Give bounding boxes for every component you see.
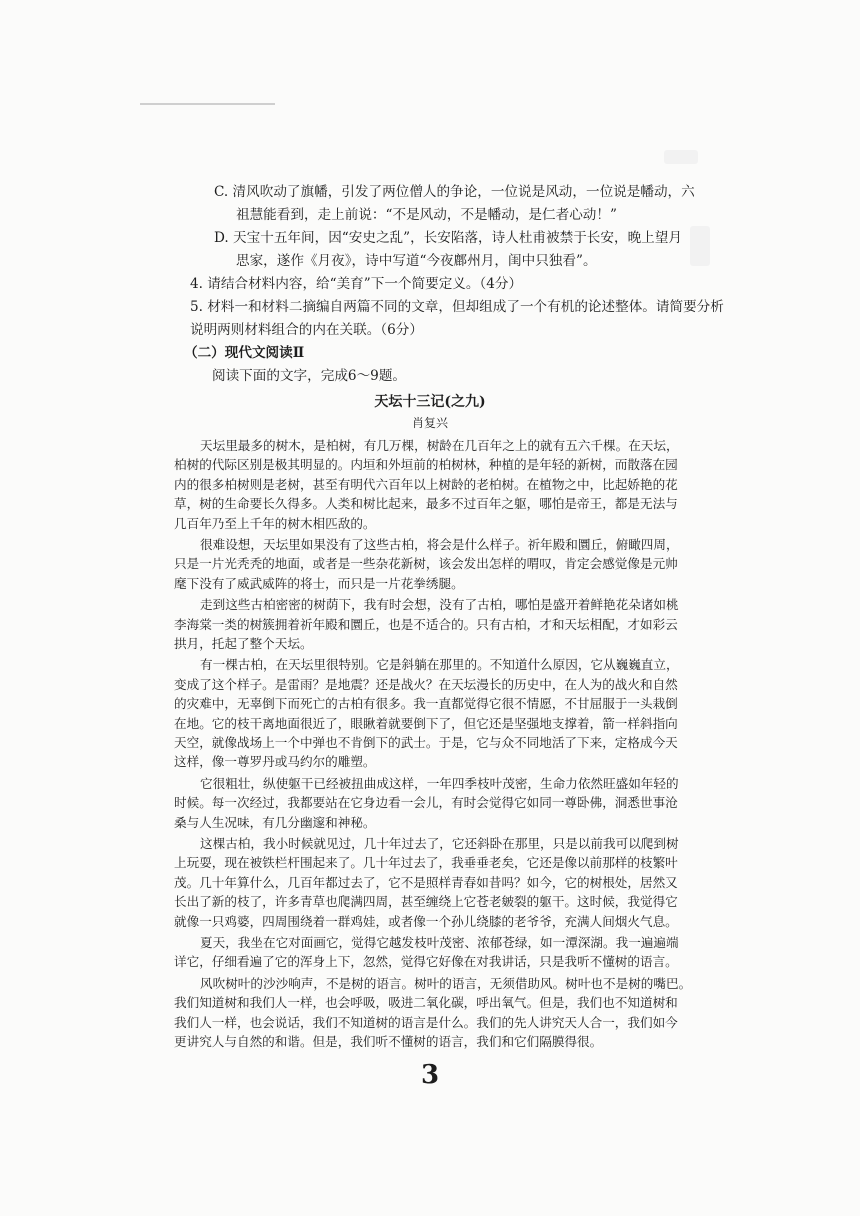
article-line: 在地。它的枝干离地面很近了，眼瞅着就要倒下了，但它还是坚强地支撑着，箭一样斜指向 [174, 715, 678, 731]
article-line: 桑与人生况味，有几分幽邃和神秘。 [174, 814, 376, 830]
question-4: 4. 请结合材料内容，给“美育”下一个简要定义。（4分） [190, 276, 523, 292]
article-title: 天坛十三记(之九) [374, 394, 486, 410]
article-line: 只是一片光秃秃的地面，或者是一些杂花新树，该会发出怎样的喟叹，肯定会感觉像是元帅 [174, 556, 678, 572]
article-line: 麾下没有了威武威阵的将士，而只是一片花拳绣腿。 [174, 575, 464, 591]
article-line: 李海棠一类的树簇拥着祈年殿和圜丘，也是不适合的。只有古柏，才和天坛相配，才如彩云 [174, 616, 678, 632]
article-line: 上玩耍，现在被铁栏杆围起来了。几十年过去了，我垂垂老矣，它还是像以前那样的枝繁叶 [174, 855, 678, 871]
article-line: 柏树的代际区别是极其明显的。内垣和外垣前的柏树林，种植的是年轻的新树，而散落在园 [174, 457, 678, 473]
page-number: 3 [420, 1060, 440, 1091]
option-c-line-2: 祖慧能看到，走上前说：“不是风动，不是幡动，是仁者心动！” [236, 207, 617, 223]
article-line: 这棵古柏，我小时候就见过，几十年过去了，它还斜卧在那里，只是以前我可以爬到树 [200, 836, 679, 851]
article-author: 肖复兴 [411, 416, 448, 430]
article-line: 很难设想，天坛里如果没有了这些古柏，将会是什么样子。祈年殿和圜丘，俯瞰四周， [200, 537, 679, 552]
article-line: 长出了新的枝了，许多青草也爬满四周，甚至缠绕上它苍老皴裂的躯干。这时候，我觉得它 [174, 894, 678, 910]
article-line: 就像一只鸡婆，四周围绕着一群鸡娃，或者像一个孙儿绕膝的老爷爷，充满人间烟火气息。 [174, 913, 678, 929]
article-line: 天坛里最多的树木，是柏树，有几万棵，树龄在几百年之上的就有五六千棵。在天坛， [200, 438, 679, 453]
option-c-line-1: C. 清风吹动了旗幡，引发了两位僧人的争论，一位说是风动，一位说是幡动，六 [214, 184, 695, 200]
article-line: 更讲究人与自然的和谐。但是，我们听不懂树的语言，我们和它们隔膜得很。 [174, 1034, 603, 1049]
article-line: 我们知道树和我们人一样，也会呼吸，吸进二氧化碳，呼出氧气。但是，我们也不知道树和 [174, 995, 678, 1011]
article-line: 有一棵古柏，在天坛里很特别。它是斜躺在那里的。不知道什么原因，它从巍巍直立， [200, 657, 679, 673]
article-line: 详它，仔细看遍了它的浑身上下，忽然，觉得它好像在对我讲话，只是我听不懂树的语言。 [174, 954, 678, 970]
article-line: 茂。几十年算什么，几百年都过去了，它不是照样青春如昔吗？如今，它的树根处，居然又 [174, 874, 678, 890]
option-d-line-1: D. 天宝十五年间，因“安史之乱”，长安陷落，诗人杜甫被禁于长安，晚上望月 [214, 230, 682, 246]
article-line: 夏天，我坐在它对面画它，觉得它越发枝叶茂密、浓郁苍绿，如一潭深湖。我一遍遍端 [200, 935, 679, 950]
article-line: 风吹树叶的沙沙响声，不是树的语言。树叶的语言，无须借助风。树叶也不是树的嘴巴。 [200, 975, 692, 991]
article-line: 我们人一样，也会说话，我们不知道树的语言是什么。我们的先人讲究天人合一，我们如今 [174, 1014, 678, 1030]
article-line: 走到这些古柏密密的树荫下，我有时会想，没有了古柏，哪怕是盛开着鲜艳花朵诸如桃 [200, 597, 679, 613]
question-5-line-1: 5. 材料一和材料二摘编自两篇不同的文章，但却组成了一个有机的论述整体。请简要分析 [190, 299, 724, 315]
article-line: 内的很多柏树则是老树，甚至有明代六百年以上树龄的老柏树。在植物之中，比起娇艳的花 [174, 476, 678, 492]
article-line: 它很粗壮，纵使躯干已经被扭曲成这样，一年四季枝叶茂密，生命力依然旺盛如年轻的 [200, 775, 679, 791]
section-instruction: 阅读下面的文字，完成6～9题。 [212, 368, 407, 384]
article-line: 几百年乃至上千年的树木相匹敌的。 [174, 515, 376, 531]
question-5-line-2: 说明两则材料组合的内在关联。（6分） [190, 322, 423, 338]
article-line: 天空，就像战场上一个中弹也不肯倒下的武士。于是，它与众不同地活了下来，定格成今天 [174, 735, 678, 750]
article-line: 变成了这个样子。是雷雨？是地震？还是战火？在天坛漫长的历史中，在人为的战火和自然 [174, 676, 678, 692]
article-line: 草，树的生命要长久得多。人类和树比起来，最多不过百年之躯，哪怕是帝王，都是无法与 [174, 496, 678, 512]
section-heading: （二）现代文阅读Ⅱ [184, 345, 305, 361]
article-line: 时候。每一次经过，我都要站在它身边看一会儿，有时会觉得它如同一尊卧佛，洞悉世事沧 [174, 795, 678, 811]
option-d-line-2: 思家，遂作《月夜》，诗中写道“今夜鄜州月，闺中只独看”。 [236, 253, 597, 269]
article-line: 的灾难中，无辜倒下而死亡的古柏有很多。我一直都觉得它很不情愿，不甘屈服于一头栽倒 [174, 696, 678, 712]
article-line: 拱月，托起了整个天坛。 [174, 636, 313, 651]
article-line: 这样，像一尊罗丹或马约尔的雕塑。 [174, 754, 376, 770]
